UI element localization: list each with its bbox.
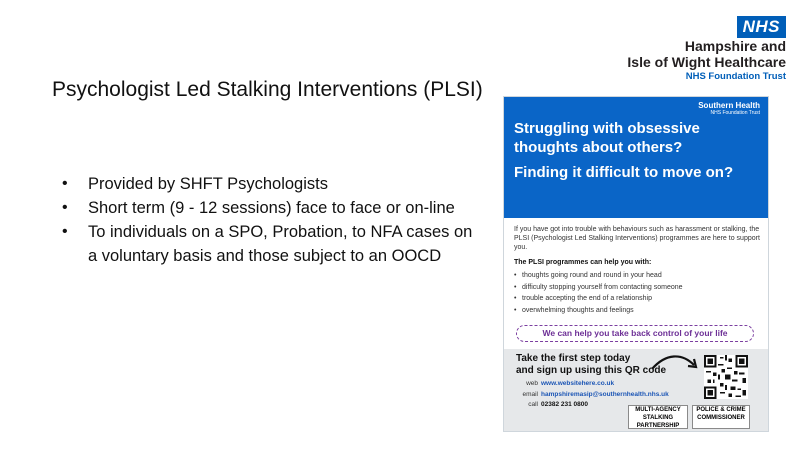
email-link[interactable]: hampshiremasip@southernhealth.nhs.uk <box>541 390 669 398</box>
bullet-item: • Short term (9 - 12 sessions) face to face or on-line <box>60 196 480 220</box>
contact-details: web www.websitehere.co.uk email hampshiremasip@southernhealth.nhs.uk call 02382 231 0800 <box>522 380 669 408</box>
arrow-icon <box>650 351 702 377</box>
poster-header <box>504 97 768 218</box>
phone-number: 02382 231 0800 <box>541 401 588 408</box>
step-text: Take the first step today and sign up using this QR code <box>516 353 667 376</box>
nhs-logo: NHS <box>737 16 786 38</box>
qr-code-icon[interactable] <box>704 355 748 399</box>
police-crime-commissioner-logo: POLICE & CRIME COMMISSIONER <box>692 405 750 429</box>
slide-title: Psychologist Led Stalking Interventions (PLSI) <box>52 78 483 101</box>
multi-agency-stalking-partnership-logo: MULTI-AGENCY STALKING PARTNERSHIP <box>628 405 688 429</box>
nhs-header-logo <box>556 16 786 83</box>
org-name-line2: Isle of Wight Healthcare <box>627 54 786 70</box>
programmes-heading: The PLSI programmes can help you with: <box>514 259 652 266</box>
poster-contact-panel <box>504 349 768 431</box>
programme-item: • difficulty stopping yourself from contacting someone <box>514 282 760 294</box>
programme-item: • thoughts going round and round in your head <box>514 270 760 282</box>
web-link[interactable]: www.websitehere.co.uk <box>541 380 615 387</box>
programmes-list <box>514 270 760 316</box>
programme-item: • trouble accepting the end of a relationship <box>514 293 760 305</box>
plsi-poster <box>503 96 769 432</box>
bullet-item: • Provided by SHFT Psychologists <box>60 172 480 196</box>
southern-health-logo: Southern Health NHS Foundation Trust <box>698 101 760 116</box>
bullet-list <box>60 172 480 268</box>
bullet-item: • To individuals on a SPO, Probation, to NFA cases on a voluntary basis and those subject to an OOCD <box>60 220 480 268</box>
headline-2: Finding it difficult to move on? <box>514 164 734 181</box>
poster-tagline: We can help you take back control of your life <box>516 325 754 342</box>
poster-intro: If you have got into trouble with behaviours such as harassment or stalking, the PLSI (Psychologist Led Stalking Interventions) programmes are here to support you. <box>514 226 760 251</box>
trust-name: NHS Foundation Trust <box>685 71 786 82</box>
org-name-line1: Hampshire and <box>684 38 786 54</box>
headline-1: Struggling with obsessive thoughts about others? <box>514 120 700 156</box>
poster-headline <box>514 119 762 188</box>
programme-item: • overwhelming thoughts and feelings <box>514 305 760 317</box>
